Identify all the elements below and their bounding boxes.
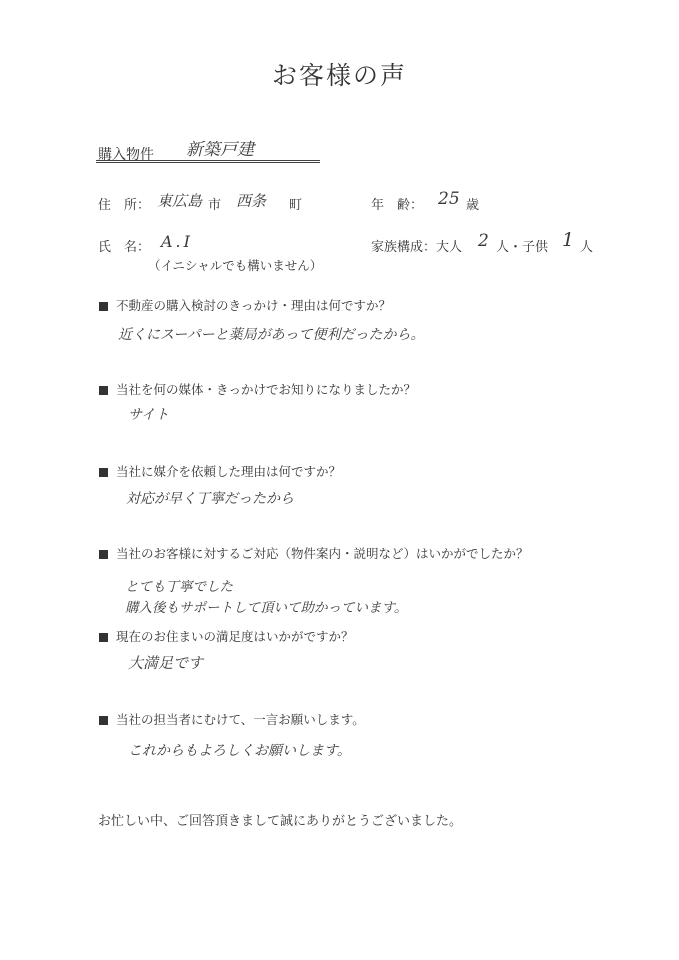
name-value: A.I: [161, 232, 193, 251]
property-value: 新築戸建: [186, 140, 254, 160]
question-1: [99, 296, 391, 314]
answer-1: 近くにスーパーと薬局があって便利だったから。: [118, 327, 425, 343]
address-town: 西条: [236, 192, 267, 210]
answer-4-line-2: 購入後もサポートして頂いて助かっています。: [125, 600, 408, 616]
answer-3: 対応が早く丁寧だったから: [126, 491, 294, 507]
name-label: 氏 名：: [98, 240, 151, 255]
property-label: 購入物件: [98, 147, 154, 163]
bullet-icon: [99, 302, 108, 311]
question-text: 現在のお住まいの満足度はいかがですか？: [116, 629, 354, 644]
address-label: 住 所：: [98, 198, 151, 213]
question-text: 当社のお客様に対するご対応（物件案内・説明など）はいかがでしたか？: [116, 546, 529, 561]
bullet-icon: [99, 716, 108, 725]
answer-5: 大満足です: [128, 654, 204, 672]
question-2: [99, 380, 416, 398]
question-4: [99, 544, 529, 562]
closing-message: お忙しい中、ご回答頂きまして誠にありがとうございました。: [98, 814, 463, 829]
question-text: 当社の担当者にむけて、一言お願いします。: [116, 712, 365, 727]
question-3: [99, 462, 341, 480]
answer-6: これからもよろしくお願いします。: [128, 743, 351, 759]
question-text: 不動産の購入検討のきっかけ・理由は何ですか？: [116, 298, 392, 313]
family-label: 家族構成：大人: [371, 240, 463, 255]
question-text: 当社に媒介を依頼した理由は何ですか？: [116, 464, 342, 479]
bullet-icon: [99, 633, 108, 642]
question-text: 当社を何の媒体・きっかけでお知りになりましたか？: [116, 382, 417, 397]
question-6: [99, 710, 365, 728]
page-title: お客様の声: [271, 61, 407, 90]
property-underline: [96, 160, 320, 163]
age-label: 年 齢：: [371, 198, 424, 213]
family-adults-suffix: 人・子供: [496, 240, 549, 255]
answer-4-line-1: とても丁寧でした: [125, 579, 233, 595]
question-5: [99, 627, 354, 645]
age-suffix: 歳: [466, 198, 480, 213]
age-value: 25: [438, 189, 460, 209]
answer-2: サイト: [128, 407, 170, 423]
family-adults: 2: [478, 231, 489, 251]
family-children: 1: [562, 229, 575, 251]
address-town-suffix: 町: [289, 198, 303, 213]
family-children-suffix: 人: [580, 240, 594, 255]
bullet-icon: [99, 550, 108, 559]
address-city: 東広島: [157, 192, 203, 210]
bullet-icon: [99, 386, 108, 395]
name-note: （イニシャルでも構いません）: [148, 258, 323, 273]
address-city-suffix: 市: [208, 198, 222, 213]
bullet-icon: [99, 468, 108, 477]
